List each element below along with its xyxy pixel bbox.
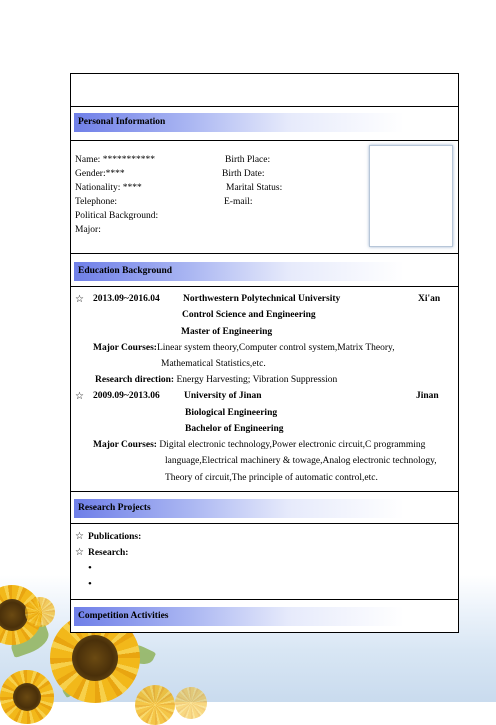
sunflower [135, 685, 175, 725]
education-entry-1 [75, 294, 88, 305]
resume-document [70, 73, 459, 633]
section-education-background: Education Background [74, 262, 404, 281]
education-degree: Master of Engineering [181, 327, 273, 337]
courses-text: Linear system theory,Computer control system,Matrix Theory, [156, 343, 395, 353]
education-city: Jinan [416, 391, 439, 401]
education-field: Control Science and Engineering [182, 310, 316, 320]
nationality-field: Nationality: **** [75, 183, 142, 193]
education-school: Northwestern Polytechnical University [183, 294, 341, 304]
research-label: Research: [87, 548, 129, 558]
publications-label: Publications: [87, 532, 142, 542]
star-icon: ☆ [75, 391, 84, 402]
research-direction-label: Research direction: [95, 375, 175, 385]
name-field: Name: *********** [75, 155, 155, 165]
sunflower-center [13, 683, 41, 711]
education-dates: 2013.09~2016.04 [93, 294, 160, 304]
education-dates: 2009.09~2013.06 [93, 391, 160, 401]
star-icon: ☆ [75, 294, 84, 305]
divider [71, 253, 458, 254]
star-icon: ☆ [75, 531, 84, 542]
courses-label: Major Courses: [93, 343, 157, 353]
research-direction-value: Energy Harvesting; Vibration Suppression [176, 375, 338, 385]
courses-text-continued: Theory of circuit,The principle of automatic control,etc. [165, 473, 378, 483]
divider [71, 491, 458, 492]
section-research-projects: Research Projects [74, 499, 404, 518]
major-field: Major: [75, 225, 101, 235]
sunflower-center [72, 635, 118, 681]
publications-item [75, 531, 141, 542]
star-icon: ☆ [75, 547, 84, 558]
marital-status-field: Marital Status: [226, 183, 283, 193]
bullet-item: • [88, 562, 92, 574]
email-field: E-mail: [224, 197, 253, 207]
courses-text: Digital electronic technology,Power electronic circuit,C programming [159, 440, 426, 450]
education-entry-2 [75, 391, 88, 402]
education-field: Biological Engineering [185, 408, 278, 418]
bullet-item: • [88, 578, 92, 590]
research-direction [95, 375, 337, 385]
divider [71, 286, 458, 287]
birth-place-field: Birth Place: [225, 155, 271, 165]
education-courses [93, 343, 395, 353]
education-degree: Bachelor of Engineering [185, 424, 284, 434]
divider [71, 523, 458, 524]
sunflower [25, 597, 55, 627]
courses-text-continued: language,Electrical machinery & towage,Analog electronic technology, [165, 456, 437, 466]
section-personal-information: Personal Information [74, 113, 404, 132]
research-item [75, 547, 128, 558]
birth-date-field: Birth Date: [222, 169, 265, 179]
political-background-field: Political Background: [75, 211, 159, 221]
photo-placeholder [369, 145, 453, 247]
education-school: University of Jinan [184, 391, 262, 401]
gender-field: Gender:**** [75, 169, 125, 179]
telephone-field: Telephone: [75, 197, 118, 207]
courses-text-continued: Mathematical Statistics,etc. [161, 359, 266, 369]
divider [71, 140, 458, 141]
education-city: Xi'an [418, 294, 441, 304]
divider [71, 106, 458, 107]
sunflower [175, 687, 207, 719]
section-competition-activities: Competition Activities [74, 607, 404, 626]
courses-label: Major Courses: [93, 440, 157, 450]
divider [71, 599, 458, 600]
education-courses [93, 440, 425, 450]
